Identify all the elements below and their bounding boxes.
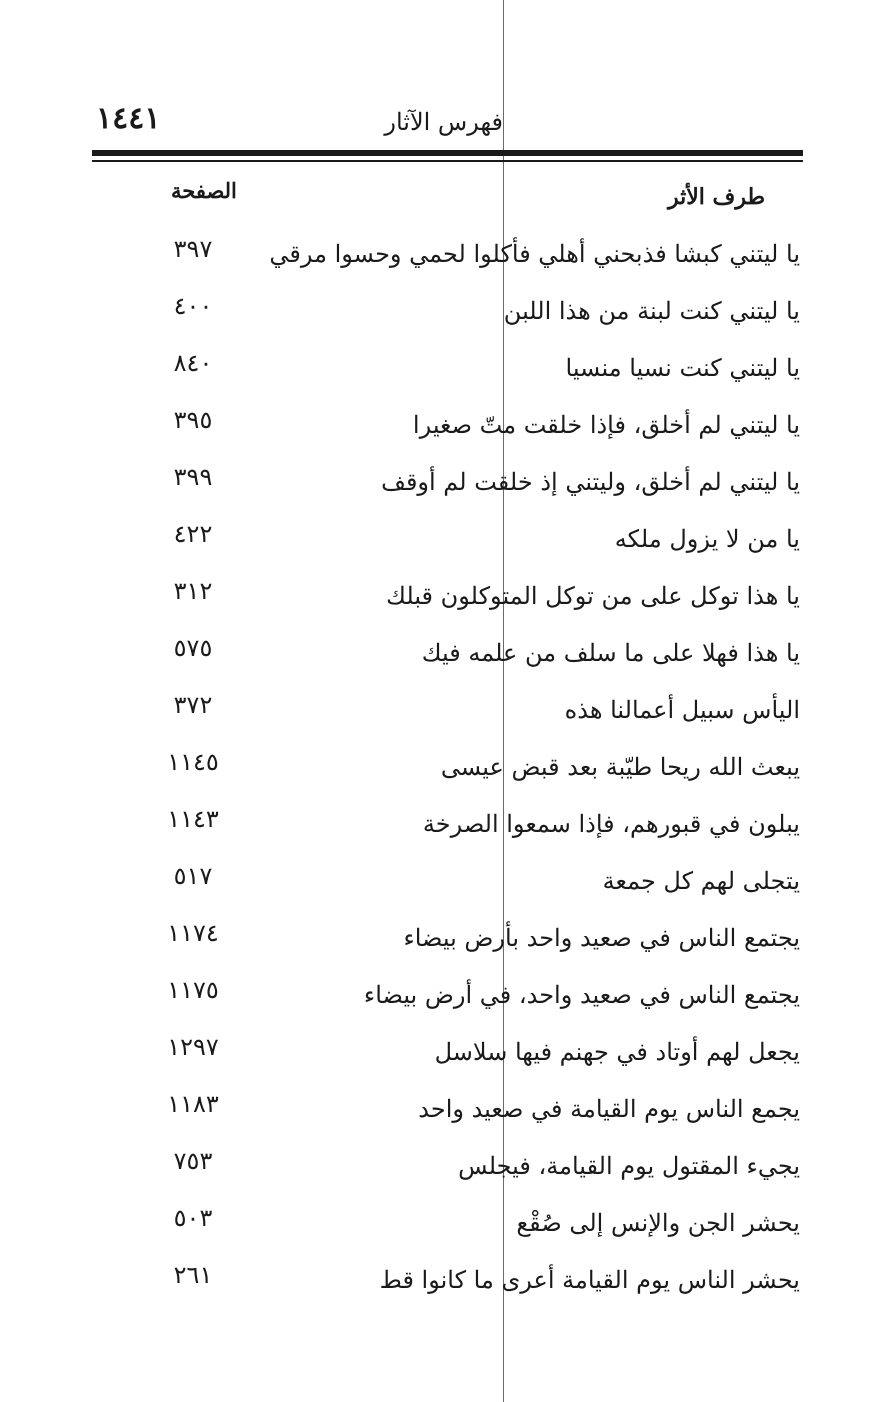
entry-page-number: ٣٩٩	[173, 463, 213, 491]
entry-text: يتجلى لهم كل جمعة	[602, 867, 800, 895]
entry-page-number: ٧٥٣	[173, 1147, 213, 1175]
entry-page-number: ٣١٢	[173, 577, 213, 605]
entry-text: يا ليتني كنت لبنة من هذا اللبن	[503, 297, 800, 325]
index-entry	[0, 975, 873, 1033]
index-entry	[0, 234, 873, 292]
entry-text: يا ليتني كنت نسيا منسيا	[565, 354, 800, 382]
index-entry	[0, 348, 873, 406]
entry-page-number: ٣٩٥	[173, 406, 213, 434]
entry-text: يحشر الجن والإنس إلى صُقْع	[516, 1209, 800, 1237]
index-entry	[0, 804, 873, 862]
index-entry	[0, 1203, 873, 1261]
entry-page-number: ٤٠٠	[173, 292, 213, 320]
entry-text: يحشر الناس يوم القيامة أعرى ما كانوا قط	[379, 1266, 800, 1294]
index-entry	[0, 462, 873, 520]
entry-page-number: ١٢٩٧	[167, 1033, 219, 1061]
index-entry	[0, 861, 873, 919]
entry-text: يبلون في قبورهم، فإذا سمعوا الصرخة	[422, 810, 800, 838]
entry-page-number: ١١٤٥	[167, 748, 219, 776]
entry-page-number: ٣٧٢	[173, 691, 213, 719]
entry-page-number: ٣٩٧	[173, 235, 213, 263]
entry-text: يبعث الله ريحا طيّبة بعد قبض عيسى	[440, 753, 800, 781]
index-entry	[0, 405, 873, 463]
column-heading-page: الصفحة	[171, 178, 237, 203]
entry-text: يا هذا فهلا على ما سلف من علمه فيك	[421, 639, 800, 667]
entry-text: يجمع الناس يوم القيامة في صعيد واحد	[418, 1095, 800, 1123]
entry-page-number: ٨٤٠	[173, 349, 213, 377]
index-entry	[0, 1089, 873, 1147]
index-entry	[0, 1032, 873, 1090]
index-entry	[0, 633, 873, 691]
entry-page-number: ٥١٧	[173, 862, 213, 890]
index-entry	[0, 1146, 873, 1204]
index-entry	[0, 690, 873, 748]
entry-page-number: ٢٦١	[173, 1261, 213, 1289]
index-entry	[0, 519, 873, 577]
entry-text: يجتمع الناس في صعيد واحد، في أرض بيضاء	[363, 981, 800, 1009]
entry-page-number: ١١٨٣	[167, 1090, 219, 1118]
entry-text: يا ليتني كبشا فذبحني أهلي فأكلوا لحمي وحسوا مرقي	[269, 240, 800, 268]
entry-text: يجعل لهم أوتاد في جهنم فيها سلاسل	[434, 1038, 800, 1066]
entry-text: يا ليتني لم أخلق، فإذا خلقت متّ صغيرا	[412, 411, 800, 439]
entry-text: يا ليتني لم أخلق، وليتني إذ خلقت لم أوقف	[381, 468, 800, 496]
entry-page-number: ٥٧٥	[173, 634, 213, 662]
entry-text: يا من لا يزول ملكه	[614, 525, 800, 553]
index-entry	[0, 1260, 873, 1318]
entry-page-number: ١١٧٥	[167, 976, 219, 1004]
running-title: فهرس الآثار	[384, 108, 503, 136]
index-entry	[0, 576, 873, 634]
index-entry	[0, 918, 873, 976]
entry-page-number: ١١٧٤	[167, 919, 219, 947]
entry-text: اليأس سبيل أعمالنا هذه	[564, 696, 800, 724]
index-entry	[0, 747, 873, 805]
entry-page-number: ٤٢٢	[173, 520, 213, 548]
page-number: ١٤٤١	[96, 101, 161, 136]
entry-text: يجتمع الناس في صعيد واحد بأرض بيضاء	[403, 924, 800, 952]
header-rule-thick	[92, 150, 803, 156]
header-rule-thin	[92, 160, 803, 162]
entry-page-number: ١١٤٣	[167, 805, 219, 833]
entry-page-number: ٥٠٣	[173, 1204, 213, 1232]
entry-text: يجيء المقتول يوم القيامة، فيجلس	[458, 1152, 800, 1180]
entry-text: يا هذا توكل على من توكل المتوكلون قبلك	[386, 582, 800, 610]
index-entry	[0, 291, 873, 349]
column-heading-text: طرف الأثر	[667, 184, 765, 210]
